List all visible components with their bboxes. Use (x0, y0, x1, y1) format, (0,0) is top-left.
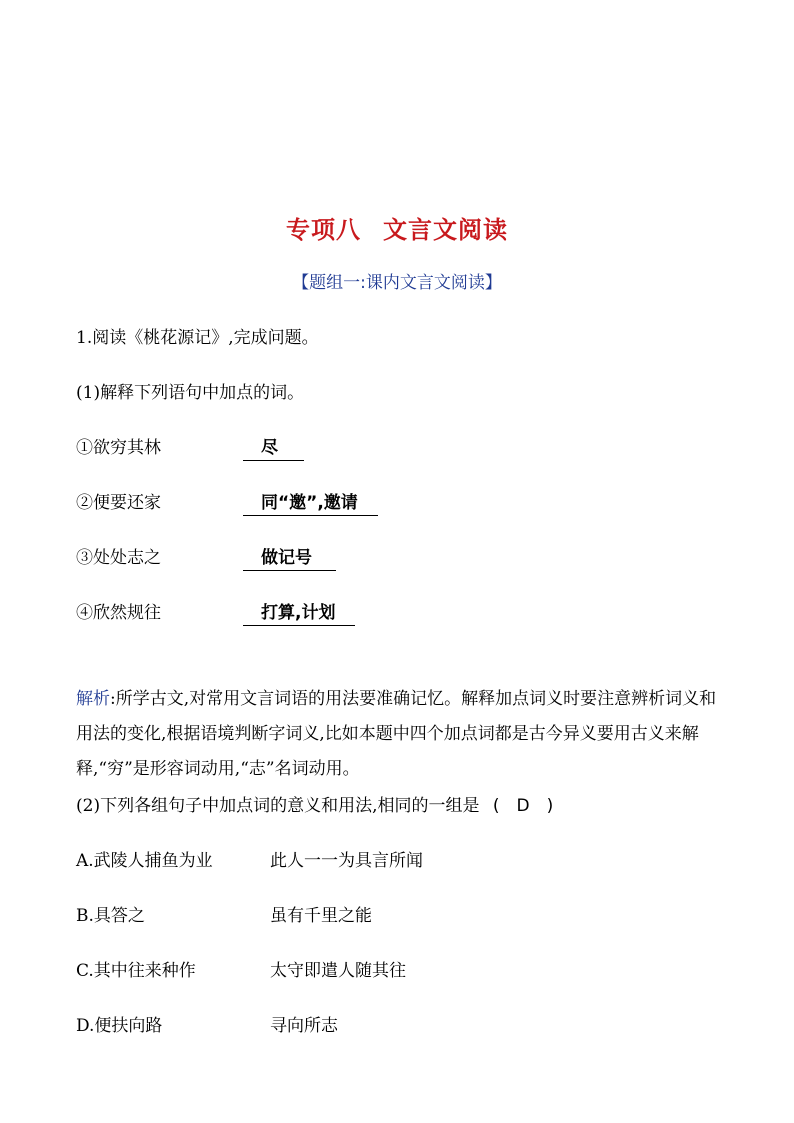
vocab-answer-1: 尽 (243, 436, 304, 461)
analysis-label: 解析 (76, 689, 110, 709)
vocab-sentence-3: ③处处志之 (76, 548, 161, 568)
vocab-sentence-4: ④欣然规往 (76, 603, 161, 623)
section-subtitle: 【题组一:课内文言文阅读】 (292, 273, 502, 293)
option-a-left: A.武陵人捕鱼为业 (76, 851, 213, 871)
page-title (0, 210, 794, 245)
option-b-right: 虽有千里之能 (270, 906, 372, 926)
sub-question-2-answer: ( D ) (492, 796, 554, 816)
option-d-left: D.便扶向路 (76, 1016, 163, 1036)
sub-question-1-prompt: (1)解释下列语句中加点的词。 (76, 383, 305, 403)
analysis-paragraph (76, 682, 721, 787)
option-c-left: C.其中往来种作 (76, 961, 196, 981)
title-part-1: 专项八 (286, 216, 361, 244)
vocab-sentence-2: ②便要还家 (76, 493, 161, 513)
vocab-answer-4: 打算,计划 (243, 601, 355, 626)
option-b-left: B.具答之 (76, 906, 145, 926)
option-a-right: 此人一一为具言所闻 (270, 851, 423, 871)
sub-question-2-text: (2)下列各组句子中加点词的意义和用法,相同的一组是 (76, 796, 480, 816)
vocab-sentence-1: ①欲穷其林 (76, 438, 161, 458)
vocab-answer-3: 做记号 (243, 546, 336, 571)
option-c-right: 太守即遣人随其往 (270, 961, 406, 981)
analysis-text: :所学古文,对常用文言词语的用法要准确记忆。解释加点词义时要注意辨析词义和用法的变化,根据语境判断字词义,比如本题中四个加点词都是古今异义要用古义来解释,“穷”是形容词动用,“志”名词动用。 (76, 689, 717, 779)
question-1-intro: 1.阅读《桃花源记》,完成问题。 (76, 328, 319, 348)
option-d-right: 寻向所志 (270, 1016, 338, 1036)
sub-question-2-prompt (76, 794, 553, 818)
vocab-answer-2: 同“邀”,邀请 (243, 491, 378, 516)
title-part-2: 文言文阅读 (383, 216, 508, 244)
